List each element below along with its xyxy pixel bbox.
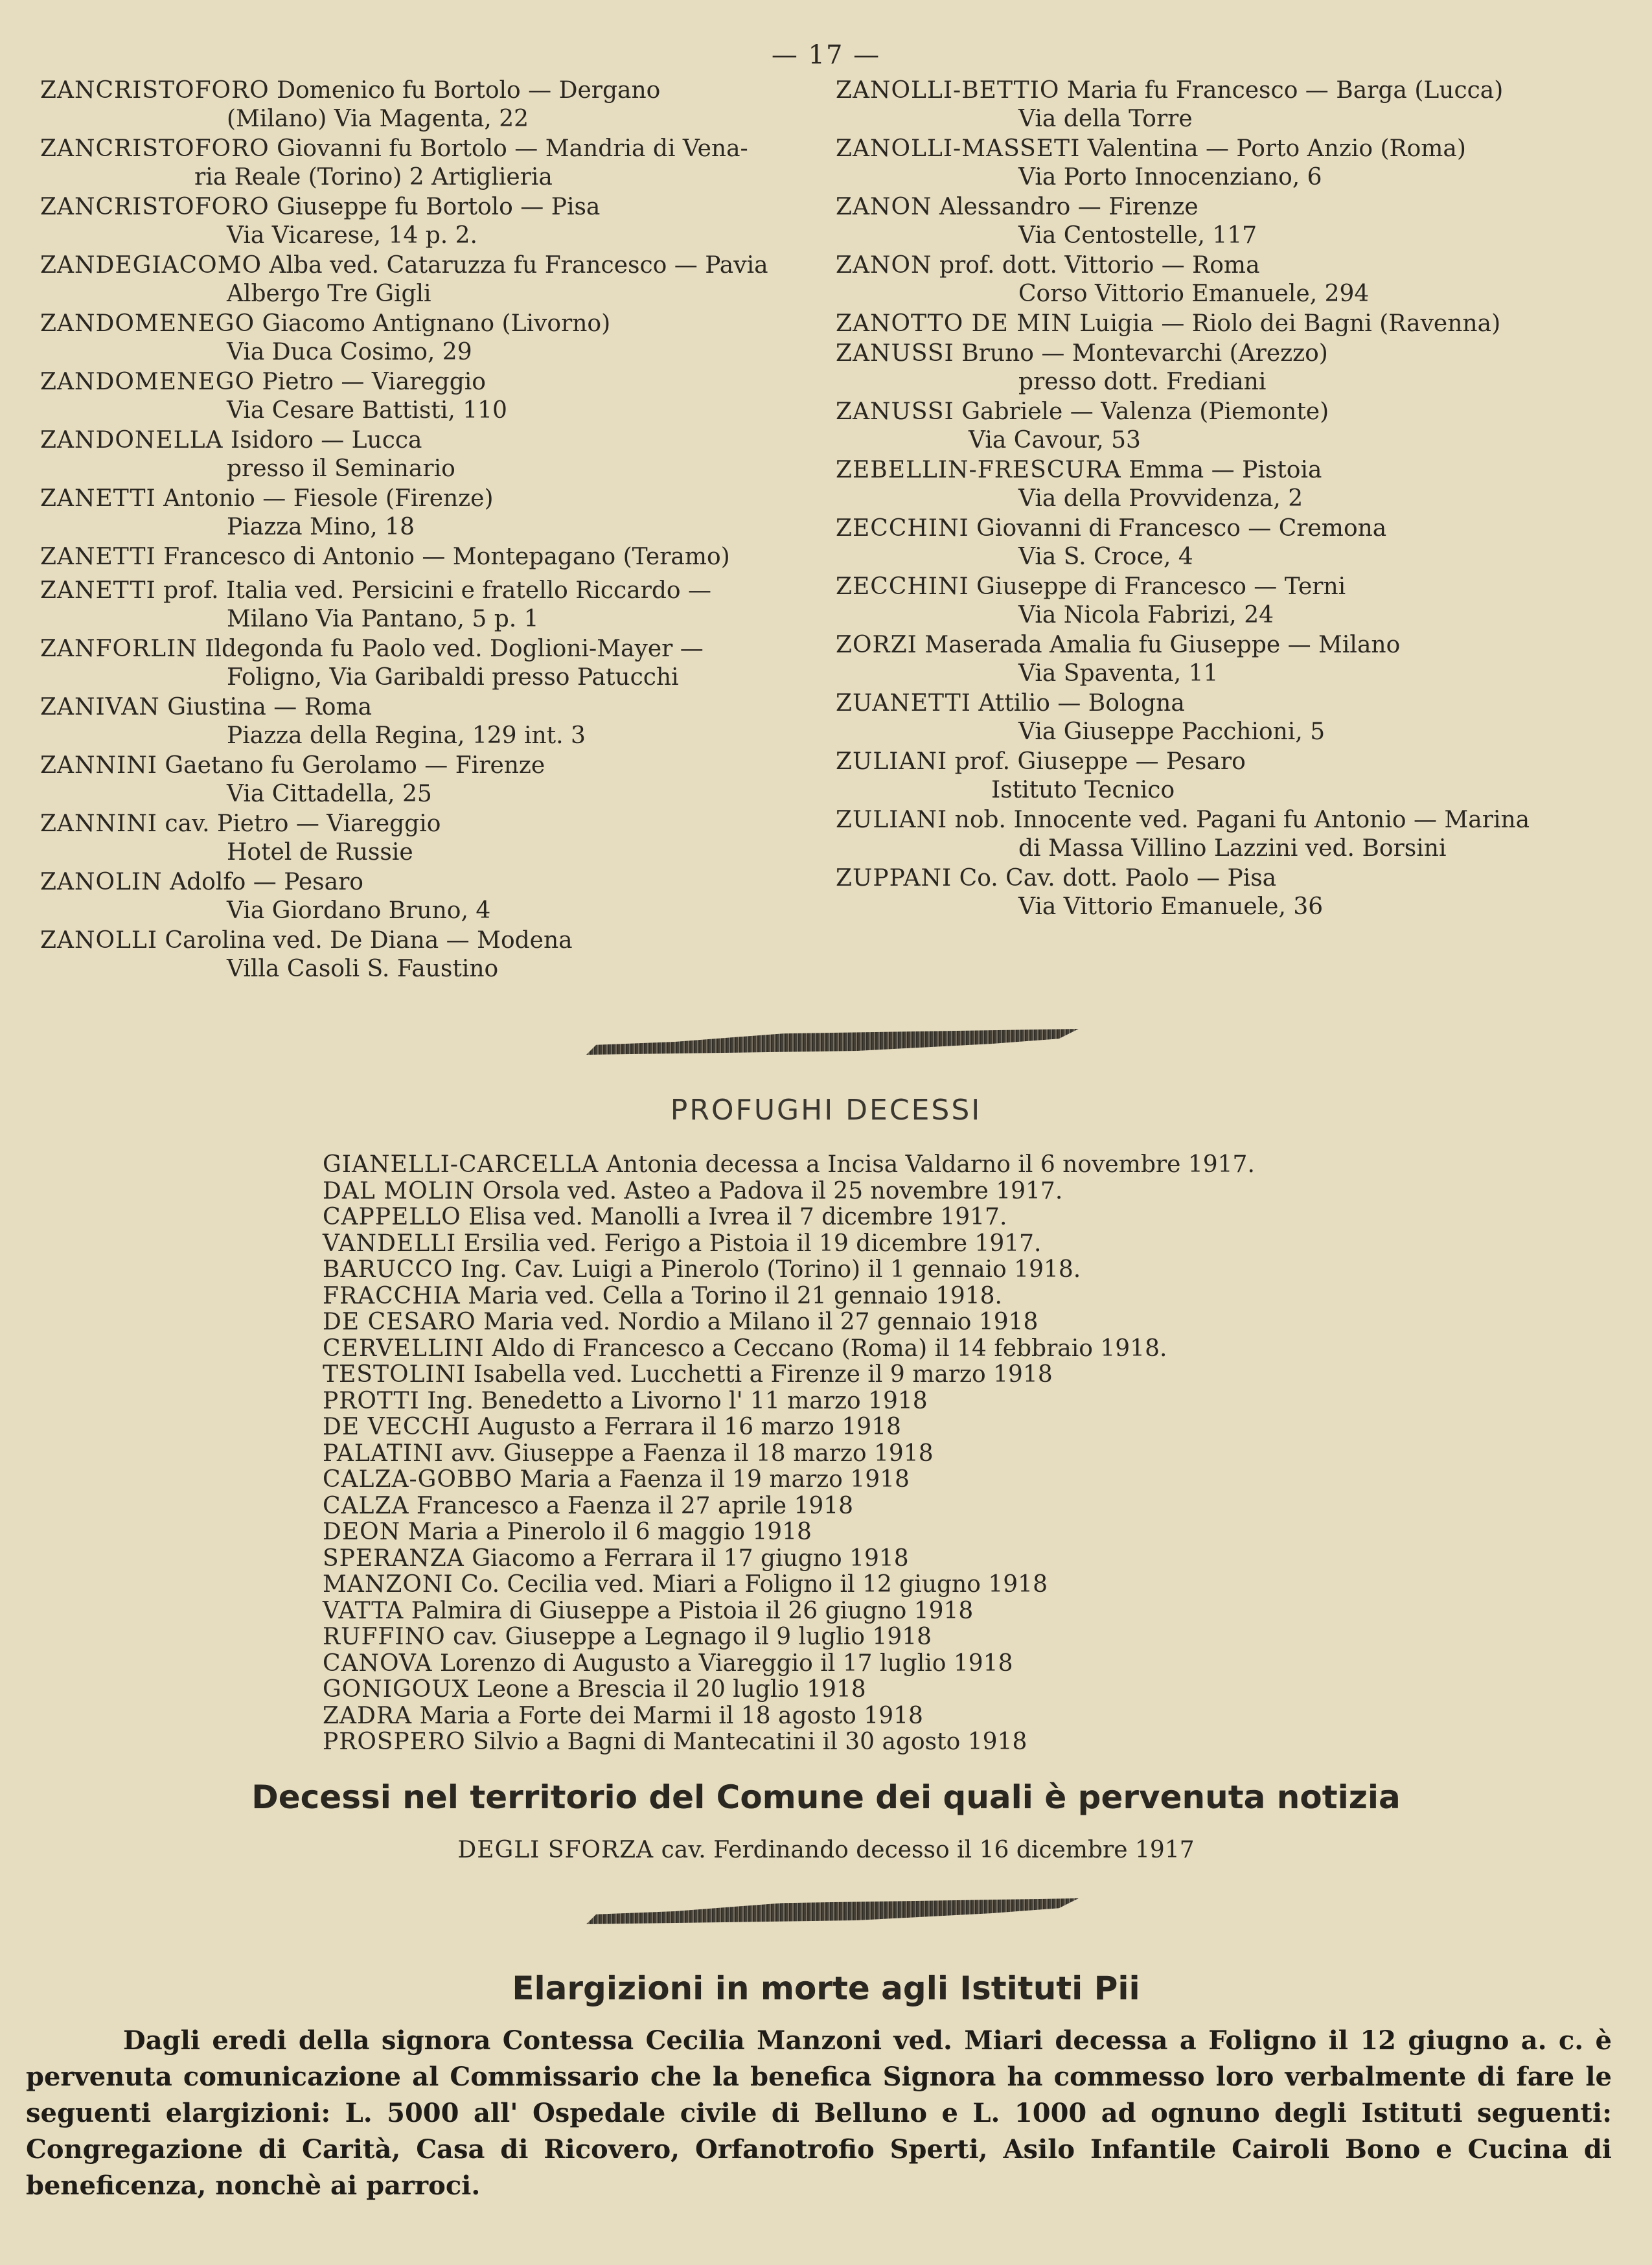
list-item: ZUANETTI Attilio — Bologna Via Giuseppe Pacchioni, 5 <box>836 690 1325 745</box>
list-item: ZANNINI Gaetano fu Gerolamo — Firenze Via Cittadella, 25 <box>40 752 545 807</box>
list-item: ZEBELLIN-FRESCURA Emma — Pistoia Via della Provvidenza, 2 <box>836 457 1322 512</box>
surname: ZANCRISTOFORO <box>40 194 270 220</box>
surname: PROSPERO <box>323 1729 466 1755</box>
list-item: ZANNINI cav. Pietro — Viareggio Hotel de Russie <box>40 811 441 866</box>
surname: GONIGOUX <box>323 1676 470 1703</box>
surname: CAPPELLO <box>323 1204 461 1230</box>
surname: ZANON <box>836 252 932 279</box>
list-item: GIANELLI-CARCELLA Antonia decessa a Incisa Valdarno il 6 novembre 1917. <box>323 1151 1255 1178</box>
list-item: ZADRA Maria a Forte dei Marmi il 18 agosto 1918 <box>323 1702 923 1729</box>
surname: ZANOLLI-MASSETI <box>836 135 1081 162</box>
list-item: GONIGOUX Leone a Brescia il 20 luglio 1918 <box>323 1676 866 1703</box>
surname: ZANUSSI <box>836 340 954 367</box>
list-item: CALZA-GOBBO Maria a Faenza il 19 marzo 1918 <box>323 1466 910 1493</box>
list-item: ZANETTI prof. Italia ved. Persicini e fratello Riccardo — Milano Via Pantano, 5 p. 1 <box>40 577 712 632</box>
list-item: SPERANZA Giacomo a Ferrara il 17 giugno 1918 <box>323 1545 909 1572</box>
surname: VANDELLI <box>323 1230 457 1257</box>
surname: PALATINI <box>323 1440 444 1467</box>
list-item: CAPPELLO Elisa ved. Manolli a Ivrea il 7 dicembre 1917. <box>323 1204 1007 1230</box>
list-item: PALATINI avv. Giuseppe a Faenza il 18 marzo 1918 <box>323 1440 934 1467</box>
list-item: ZANDOMENEGO Giacomo Antignano (Livorno) Via Duca Cosimo, 29 <box>40 310 611 365</box>
surname: ZUANETTI <box>836 690 971 717</box>
list-item: ZANOTTO DE MIN Luigia — Riolo dei Bagni (Ravenna) <box>836 310 1501 337</box>
section-title-elargizioni: Elargizioni in morte agli Istituti Pii <box>512 1970 1140 2007</box>
comune-death-entry: DEGLI SFORZA cav. Ferdinando decesso il 16 dicembre 1917 <box>457 1837 1195 1863</box>
surname: ZANIVAN <box>40 694 160 720</box>
surname: ZULIANI <box>836 807 948 833</box>
surname: ZADRA <box>323 1702 412 1729</box>
surname: TESTOLINI <box>323 1361 466 1388</box>
surname: ZANFORLIN <box>40 636 198 662</box>
list-item: ZULIANI prof. Giuseppe — Pesaro Istituto Tecnico <box>836 748 1246 803</box>
surname: BARUCCO <box>323 1256 453 1283</box>
list-item: ZANETTI Francesco di Antonio — Montepagano (Teramo) <box>40 544 730 570</box>
list-item: ZULIANI nob. Innocente ved. Pagani fu Antonio — Marina di Massa Villino Lazzini ved. Borsini <box>836 807 1530 862</box>
list-item: TESTOLINI Isabella ved. Lucchetti a Firenze il 9 marzo 1918 <box>323 1361 1053 1388</box>
list-item: ZECCHINI Giuseppe di Francesco — Terni Via Nicola Fabrizi, 24 <box>836 573 1346 628</box>
surname: CANOVA <box>323 1650 433 1677</box>
list-item: ZANOLLI-MASSETI Valentina — Porto Anzio (Roma) Via Porto Innocenziano, 6 <box>836 135 1466 190</box>
surname: DE CESARO <box>323 1309 476 1335</box>
list-item: BARUCCO Ing. Cav. Luigi a Pinerolo (Torino) il 1 gennaio 1918. <box>323 1256 1081 1283</box>
surname: ZANNINI <box>40 752 157 779</box>
list-item: MANZONI Co. Cecilia ved. Miari a Foligno il 12 giugno 1918 <box>323 1571 1048 1598</box>
surname: MANZONI <box>323 1571 453 1598</box>
list-item: DE CESARO Maria ved. Nordio a Milano il 27 gennaio 1918 <box>323 1309 1038 1335</box>
surname: ZANETTI <box>40 485 156 512</box>
surname: ZANETTI <box>40 577 156 604</box>
surname: DE VECCHI <box>323 1414 471 1440</box>
surname: CALZA <box>323 1492 409 1519</box>
surname: ZANON <box>836 194 932 220</box>
list-item: ZANCRISTOFORO Domenico fu Bortolo — Dergano (Milano) Via Magenta, 22 <box>40 77 661 132</box>
list-item: ZANCRISTOFORO Giovanni fu Bortolo — Mandria di Vena- ria Reale (Torino) 2 Artiglieria <box>40 135 748 190</box>
list-item: CERVELLINI Aldo di Francesco a Ceccano (Roma) il 14 febbraio 1918. <box>323 1335 1167 1362</box>
deaths-list <box>323 1152 1424 1756</box>
page-number: — 17 — <box>771 40 881 70</box>
list-item: ZANUSSI Bruno — Montevarchi (Arezzo) presso dott. Frediani <box>836 340 1328 395</box>
surname: CERVELLINI <box>323 1335 485 1362</box>
list-item: DAL MOLIN Orsola ved. Asteo a Padova il 25 novembre 1917. <box>323 1177 1063 1204</box>
section-title-comune: Decessi nel territorio del Comune dei quali è pervenuta notizia <box>251 1778 1401 1816</box>
list-item: ZANDOMENEGO Pietro — Viareggio Via Cesare Battisti, 110 <box>40 369 507 424</box>
list-item: ZANOLLI-BETTIO Maria fu Francesco — Barga (Lucca) Via della Torre <box>836 77 1504 132</box>
surname: DAL MOLIN <box>323 1177 476 1204</box>
surname: ZUPPANI <box>836 865 952 891</box>
surname: ZECCHINI <box>836 515 969 542</box>
elargizioni-paragraph: Dagli eredi della signora Contessa Cecilia Manzoni ved. Miari decessa a Foligno il 12 giugno a. c. è pervenuta comunicazione al Commissario che la benefica Signora ha commesso loro verbalmente di fare le seguenti elargizioni: L. 5000 all' Ospedale civile di Belluno e L. 1000 ad ognuno degli Istituti seguenti: Congregazione di Carità, Casa di Ricovero, Orfanotrofio Sperti, Asilo Infantile Cairoli Bono e Cucina di beneficenza, nonchè ai parroci. <box>26 2025 1612 2201</box>
list-item: ZANOLIN Adolfo — Pesaro Via Giordano Bruno, 4 <box>40 869 491 924</box>
surname: ZANOLIN <box>40 869 163 895</box>
list-item: RUFFINO cav. Giuseppe a Legnago il 9 luglio 1918 <box>323 1624 932 1650</box>
surname: ZANDEGIACOMO <box>40 252 262 279</box>
list-item: PROSPERO Silvio a Bagni di Mantecatini il 30 agosto 1918 <box>323 1729 1027 1755</box>
left-column <box>40 76 814 985</box>
list-item: ZANIVAN Giustina — Roma Piazza della Regina, 129 int. 3 <box>40 694 586 749</box>
surname: ZANDOMENEGO <box>40 310 255 337</box>
surname: ZANOLLI <box>40 927 158 954</box>
surname: ZANDOMENEGO <box>40 369 255 395</box>
surname: CALZA-GOBBO <box>323 1466 512 1493</box>
list-item: ZANON Alessandro — Firenze Via Centostelle, 117 <box>836 194 1257 249</box>
list-item: VATTA Palmira di Giuseppe a Pistoia il 26 giugno 1918 <box>323 1597 974 1624</box>
surname: FRACCHIA <box>323 1282 461 1309</box>
surname: VATTA <box>323 1597 404 1624</box>
section-title-profughi: PROFUGHI DECESSI <box>670 1094 982 1127</box>
list-item: VANDELLI Ersilia ved. Ferigo a Pistoia il 19 dicembre 1917. <box>323 1230 1042 1257</box>
right-column <box>836 76 1587 923</box>
surname: ZANCRISTOFORO <box>40 135 270 162</box>
surname: PROTTI <box>323 1387 420 1414</box>
list-item: CALZA Francesco a Faenza il 27 aprile 1918 <box>323 1492 854 1519</box>
surname: GIANELLI-CARCELLA <box>323 1151 599 1178</box>
list-item: ZANOLLI Carolina ved. De Diana — Modena Villa Casoli S. Faustino <box>40 927 573 982</box>
list-item: ZANFORLIN Ildegonda fu Paolo ved. Doglioni-Mayer — Foligno, Via Garibaldi presso Patucchi <box>40 636 704 691</box>
list-item: CANOVA Lorenzo di Augusto a Viareggio il 17 luglio 1918 <box>323 1650 1013 1677</box>
list-item: DEON Maria a Pinerolo il 6 maggio 1918 <box>323 1519 812 1545</box>
surname: ZANNINI <box>40 811 157 837</box>
list-item: ZUPPANI Co. Cav. dott. Paolo — Pisa Via Vittorio Emanuele, 36 <box>836 865 1324 920</box>
list-item: ZANETTI Antonio — Fiesole (Firenze) Piazza Mino, 18 <box>40 485 494 540</box>
list-item: ZANUSSI Gabriele — Valenza (Piemonte) Via Cavour, 53 <box>836 398 1329 454</box>
decorative-rule <box>586 1029 1079 1055</box>
surname: ZANUSSI <box>836 398 954 425</box>
list-item: ZANDONELLA Isidoro — Lucca presso il Seminario <box>40 427 455 482</box>
decorative-rule <box>586 1898 1079 1924</box>
surname: ZANCRISTOFORO <box>40 77 270 104</box>
surname: ZEBELLIN-FRESCURA <box>836 457 1121 483</box>
surname: SPERANZA <box>323 1545 465 1572</box>
surname: RUFFINO <box>323 1624 446 1650</box>
list-item: ZANON prof. dott. Vittorio — Roma Corso Vittorio Emanuele, 294 <box>836 252 1370 307</box>
surname: ZANOLLI-BETTIO <box>836 77 1060 104</box>
list-item: ZECCHINI Giovanni di Francesco — Cremona Via S. Croce, 4 <box>836 515 1387 570</box>
surname: ZANDONELLA <box>40 427 224 454</box>
surname: ZECCHINI <box>836 573 969 600</box>
surname: ZULIANI <box>836 748 948 775</box>
surname: ZORZI <box>836 632 917 658</box>
list-item: PROTTI Ing. Benedetto a Livorno l' 11 marzo 1918 <box>323 1387 928 1414</box>
list-item: FRACCHIA Maria ved. Cella a Torino il 21 gennaio 1918. <box>323 1282 1002 1309</box>
list-item: ZANCRISTOFORO Giuseppe fu Bortolo — Pisa Via Vicarese, 14 p. 2. <box>40 194 601 249</box>
surname: DEGLI SFORZA <box>457 1837 654 1863</box>
list-item: ZORZI Maserada Amalia fu Giuseppe — Milano Via Spaventa, 11 <box>836 632 1401 687</box>
surname: DEON <box>323 1519 401 1545</box>
surname: ZANETTI <box>40 544 156 570</box>
list-item: ZANDEGIACOMO Alba ved. Cataruzza fu Francesco — Pavia Albergo Tre Gigli <box>40 252 768 307</box>
surname: ZANOTTO DE MIN <box>836 310 1072 337</box>
list-item: DE VECCHI Augusto a Ferrara il 16 marzo 1918 <box>323 1414 901 1440</box>
